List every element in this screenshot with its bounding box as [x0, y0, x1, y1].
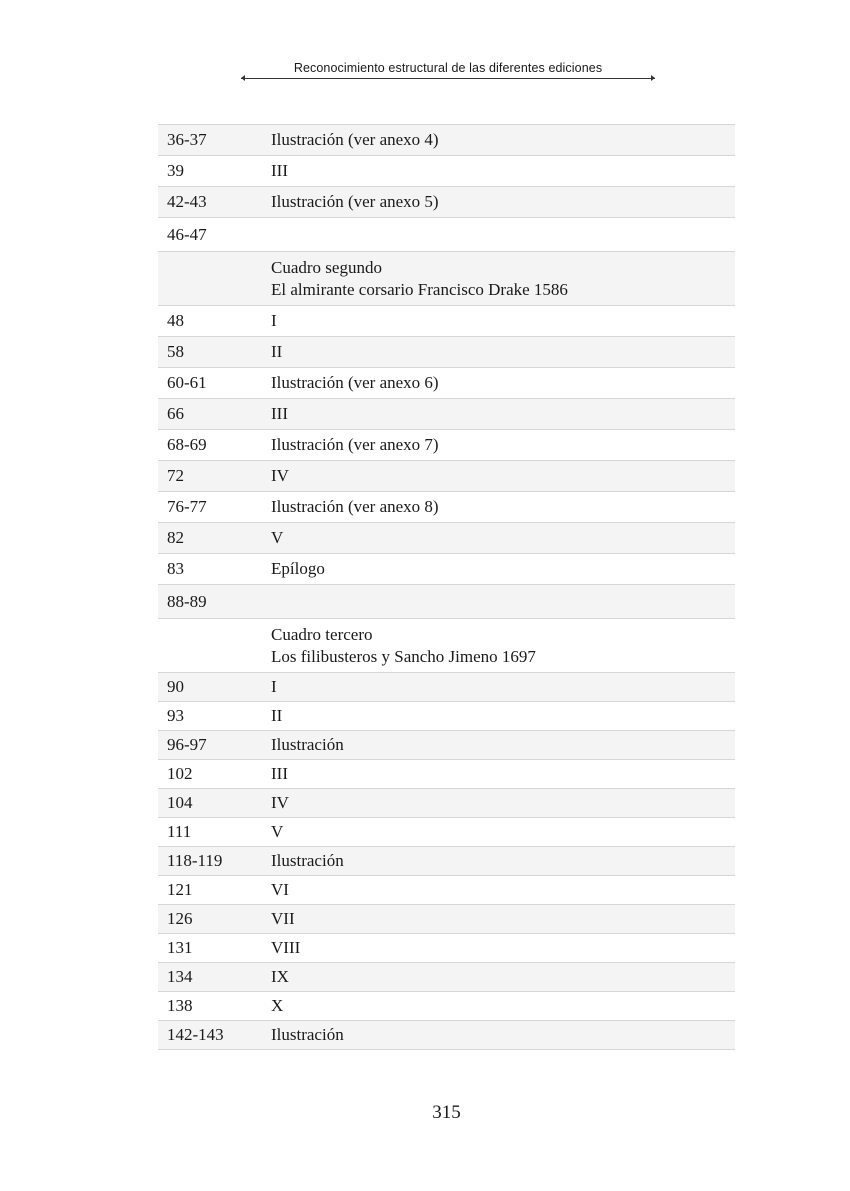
- table-row: [158, 306, 735, 337]
- row-page: 131: [167, 938, 193, 957]
- row-page: 83: [167, 559, 184, 578]
- row-content: I: [271, 311, 277, 330]
- row-content: Ilustración: [271, 851, 344, 870]
- header-rule: [241, 78, 655, 79]
- row-content: V: [271, 822, 284, 841]
- table-row: [158, 492, 735, 523]
- row-content: Ilustración (ver anexo 6): [271, 373, 439, 392]
- running-header-title: Reconocimiento estructural de las diferentes ediciones: [293, 61, 603, 75]
- section-heading: Cuadro tercero Los filibusteros y Sancho Jimeno 1697: [271, 624, 536, 666]
- row-page: 76-77: [167, 497, 207, 516]
- row-page: 121: [167, 880, 193, 899]
- row-content: Ilustración (ver anexo 5): [271, 192, 439, 211]
- row-content: VI: [271, 880, 289, 899]
- section-heading-row: [158, 619, 735, 673]
- row-page: 39: [167, 161, 184, 180]
- row-page: 90: [167, 677, 184, 696]
- row-content: II: [271, 342, 283, 361]
- row-content: III: [271, 764, 288, 783]
- row-page: 93: [167, 706, 184, 725]
- row-page: 60-61: [167, 373, 207, 392]
- row-page: 126: [167, 909, 193, 928]
- row-page: 104: [167, 793, 193, 812]
- row-page: 118-119: [167, 851, 223, 870]
- table-row: [158, 461, 735, 492]
- row-page: 138: [167, 996, 193, 1015]
- row-content: Ilustración: [271, 735, 344, 754]
- table-row: [158, 876, 735, 905]
- row-page: 48: [167, 311, 184, 330]
- section-heading-row: [158, 252, 735, 306]
- row-content: IV: [271, 466, 289, 485]
- table-row: [158, 934, 735, 963]
- row-page: 142-143: [167, 1025, 224, 1044]
- row-page: 102: [167, 764, 193, 783]
- row-content: X: [271, 996, 284, 1015]
- table-row: [158, 337, 735, 368]
- row-page: 82: [167, 528, 184, 547]
- table-row: [158, 430, 735, 461]
- row-page: 72: [167, 466, 184, 485]
- row-content: Ilustración: [271, 1025, 344, 1044]
- row-content: VIII: [271, 938, 301, 957]
- table-row: [158, 673, 735, 702]
- page-number: 315: [432, 1102, 461, 1123]
- row-content: IX: [271, 967, 289, 986]
- row-page: 68-69: [167, 435, 207, 454]
- table-row: [158, 789, 735, 818]
- table-row: [158, 218, 735, 252]
- row-content: V: [271, 528, 284, 547]
- row-page: 58: [167, 342, 184, 361]
- row-content: Ilustración (ver anexo 4): [271, 130, 439, 149]
- table-row: [158, 992, 735, 1021]
- table-row: [158, 760, 735, 789]
- section-heading: Cuadro segundo El almirante corsario Francisco Drake 1586: [271, 257, 568, 299]
- table-row: [158, 963, 735, 992]
- table-row: [158, 523, 735, 554]
- row-content: III: [271, 404, 288, 423]
- table-row: [158, 187, 735, 218]
- row-content: VII: [271, 909, 295, 928]
- table-row: [158, 905, 735, 934]
- row-page: 66: [167, 404, 184, 423]
- row-page: 42-43: [167, 192, 207, 211]
- table-row: [158, 731, 735, 760]
- table-row: [158, 399, 735, 430]
- table-row: [158, 585, 735, 619]
- row-content: Epílogo: [271, 559, 325, 578]
- table-row: [158, 156, 735, 187]
- row-page: 46-47: [167, 224, 207, 244]
- table-row: [158, 554, 735, 585]
- row-page: 134: [167, 967, 193, 986]
- table-row: [158, 702, 735, 731]
- row-content: IV: [271, 793, 289, 812]
- row-page: 96-97: [167, 735, 207, 754]
- row-content: Ilustración (ver anexo 8): [271, 497, 439, 516]
- running-header: [241, 60, 655, 79]
- row-page: 88-89: [167, 591, 207, 611]
- table-row: [158, 368, 735, 399]
- table-row: [158, 125, 735, 156]
- row-content: II: [271, 706, 283, 725]
- row-page: 111: [167, 822, 192, 841]
- index-table: [158, 124, 735, 1050]
- table-row: [158, 1021, 735, 1050]
- row-content: I: [271, 677, 277, 696]
- table-row: [158, 818, 735, 847]
- row-content: Ilustración (ver anexo 7): [271, 435, 439, 454]
- table-row: [158, 847, 735, 876]
- row-content: III: [271, 161, 288, 180]
- row-page: 36-37: [167, 130, 207, 149]
